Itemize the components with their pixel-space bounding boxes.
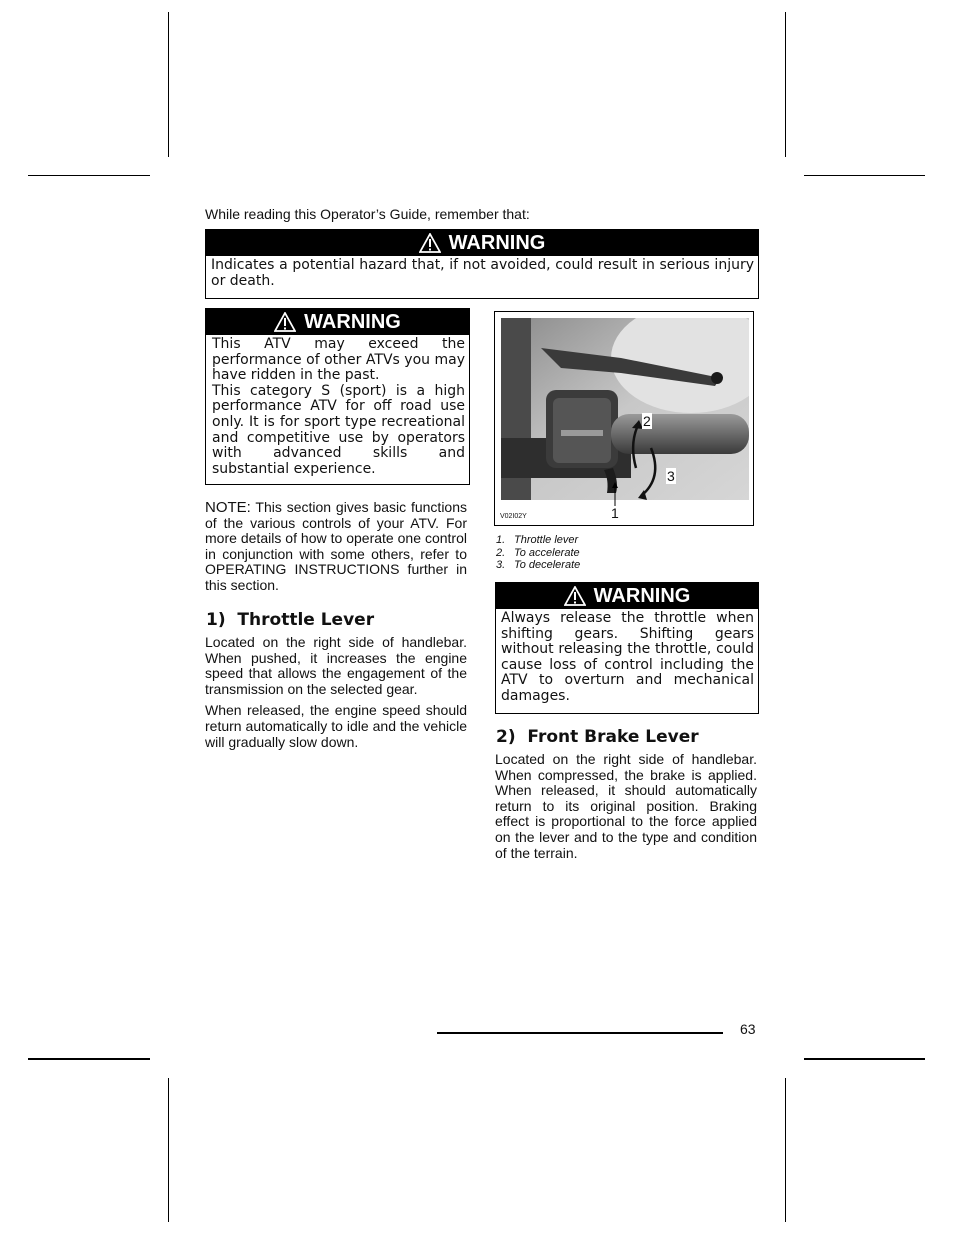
callout-2: 2 (643, 413, 651, 429)
paragraph: Located on the right side of handlebar. When compressed, the brake is applied. When released, it should automatically return to its original position. Braking effect is proportional to the force applied on the lever and to the type and condition of the terrain. (495, 751, 757, 861)
warning-paragraph: This category S (sport) is a high performance ATV for off road use only. It is for sport type recreational and competitive use by operators with advanced skills and substantial experience. (212, 382, 465, 477)
note-paragraph (205, 500, 467, 594)
warning-body: Indicates a potential hazard that, if not avoided, could result in serious injury or death. (211, 257, 754, 289)
figure-throttle-lever (494, 311, 754, 526)
caption-item: 2. To accelerate (496, 546, 580, 559)
warning-box-performance (205, 308, 470, 485)
crop-mark (785, 1078, 786, 1222)
warning-box-general (205, 229, 759, 299)
crop-mark (804, 175, 925, 176)
handlebar-photo (501, 318, 749, 500)
throttle-text (205, 635, 467, 756)
warning-triangle-icon (419, 233, 441, 253)
caption-item: 1. Throttle lever (496, 534, 579, 546)
intro-text: While reading this Operator’s Guide, remember that: (205, 206, 530, 222)
crop-mark (804, 1058, 925, 1060)
caption-item: 3. To decelerate (496, 559, 581, 572)
footer-rule (437, 1032, 723, 1034)
warning-body: Always release the throttle when shifting gears. Shifting gears without releasing the throttle, could cause loss of control including the ATV to overturn and mechanical damages. (501, 610, 754, 704)
warning-label: WARNING (448, 231, 546, 254)
crop-mark (168, 1078, 169, 1222)
warning-label: WARNING (593, 584, 691, 607)
section-heading-brake: 2) Front Brake Lever (496, 727, 699, 747)
callout-1: 1 (611, 505, 619, 521)
crop-mark (785, 12, 786, 157)
figure-code: V02I02Y (500, 513, 527, 520)
warning-triangle-icon (564, 586, 586, 606)
warning-body (206, 335, 469, 481)
crop-mark (28, 1058, 150, 1060)
callout-3: 3 (667, 468, 675, 484)
callout-1-leader-line (611, 482, 619, 506)
warning-triangle-icon (274, 312, 296, 332)
warning-header (206, 309, 469, 335)
warning-label: WARNING (304, 310, 401, 333)
paragraph: When released, the engine speed should return automatically to idle and the vehicle will gradually slow down. (205, 702, 467, 750)
warning-paragraph: This ATV may exceed the performance of other ATVs you may have ridden in the past. (212, 336, 465, 384)
brake-text (495, 752, 757, 867)
section-heading-throttle: 1) Throttle Lever (206, 610, 375, 630)
page-number: 63 (740, 1021, 756, 1037)
note-text: This section gives basic functions of the various controls of your ATV. For more details of how to operate one control in conjunction with some others, refer to OPERATING INSTRUCTIONS further in this section. (205, 499, 467, 593)
crop-mark (28, 175, 150, 176)
warning-header (206, 230, 758, 256)
warning-box-throttle (495, 582, 759, 714)
note-label: NOTE: (205, 499, 251, 516)
paragraph: Located on the right side of handlebar. When pushed, it increases the engine speed that allows the engagement of the transmission on the selected gear. (205, 634, 467, 697)
crop-mark (168, 12, 169, 157)
figure-captions (496, 534, 580, 572)
warning-header (496, 583, 758, 609)
